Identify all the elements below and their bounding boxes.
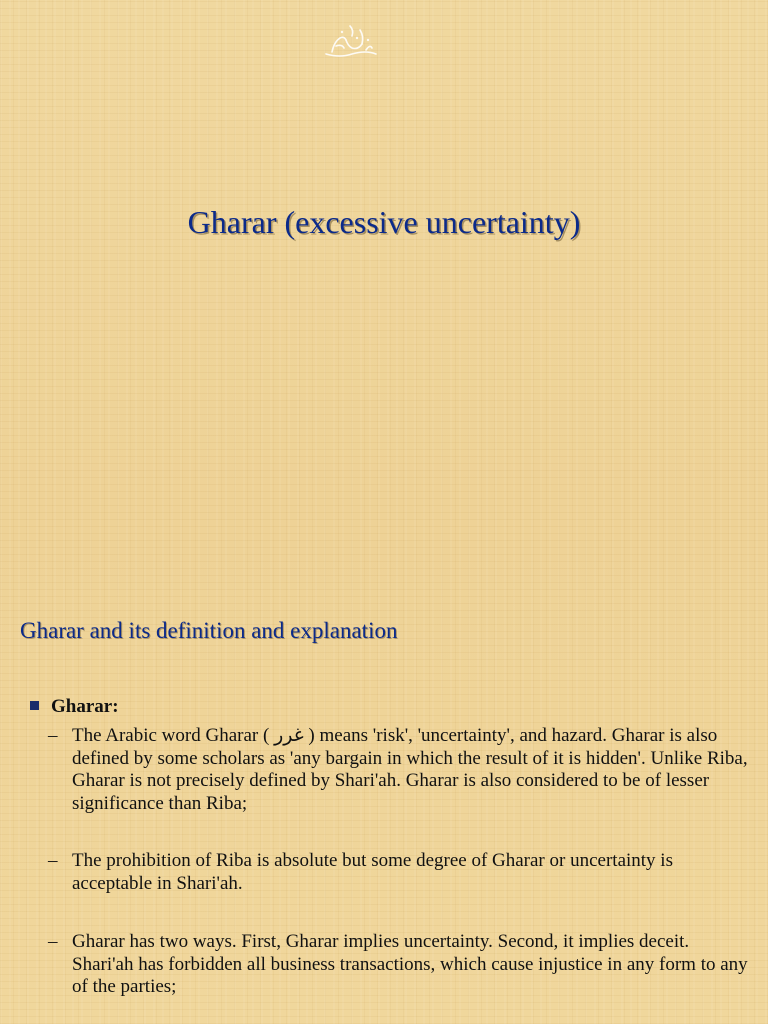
dash-bullet-icon: – [48,931,58,952]
slide-title: Gharar (excessive uncertainty) [187,204,581,240]
section-heading: Gharar and its definition and explanation [20,618,398,643]
square-bullet-icon [30,701,39,710]
content-slide [0,512,768,1024]
bullet-item-gharar [30,696,119,718]
bullet-label: Gharar: [51,696,119,717]
dash-bullet-icon: – [48,850,58,871]
sub-bullet-text: The prohibition of Riba is absolute but some degree of Gharar or uncertainty is acceptable in Shari'ah. [72,850,673,894]
sub-bullet-item [48,725,748,815]
arabic-calligraphy-logo-icon [322,24,380,60]
sub-bullet-text: Gharar has two ways. First, Gharar implies uncertainty. Second, it implies deceit. Shari'ah has forbidden all business transactions, which cause injustice in any form to any of the parties; [72,931,748,997]
dash-bullet-icon: – [48,725,58,746]
sub-bullet-text: The Arabic word Gharar ( غرر ) means 'risk', 'uncertainty', and hazard. Gharar is also defined by some scholars as 'any bargain in which the result of it is hidden'. Unlike Riba, Gharar is not precisely defined by Shari'ah. Gharar is also considered to be of lesser significance than Riba; [72,725,748,814]
sub-bullet-item [48,931,748,999]
sub-bullet-item [48,850,748,895]
